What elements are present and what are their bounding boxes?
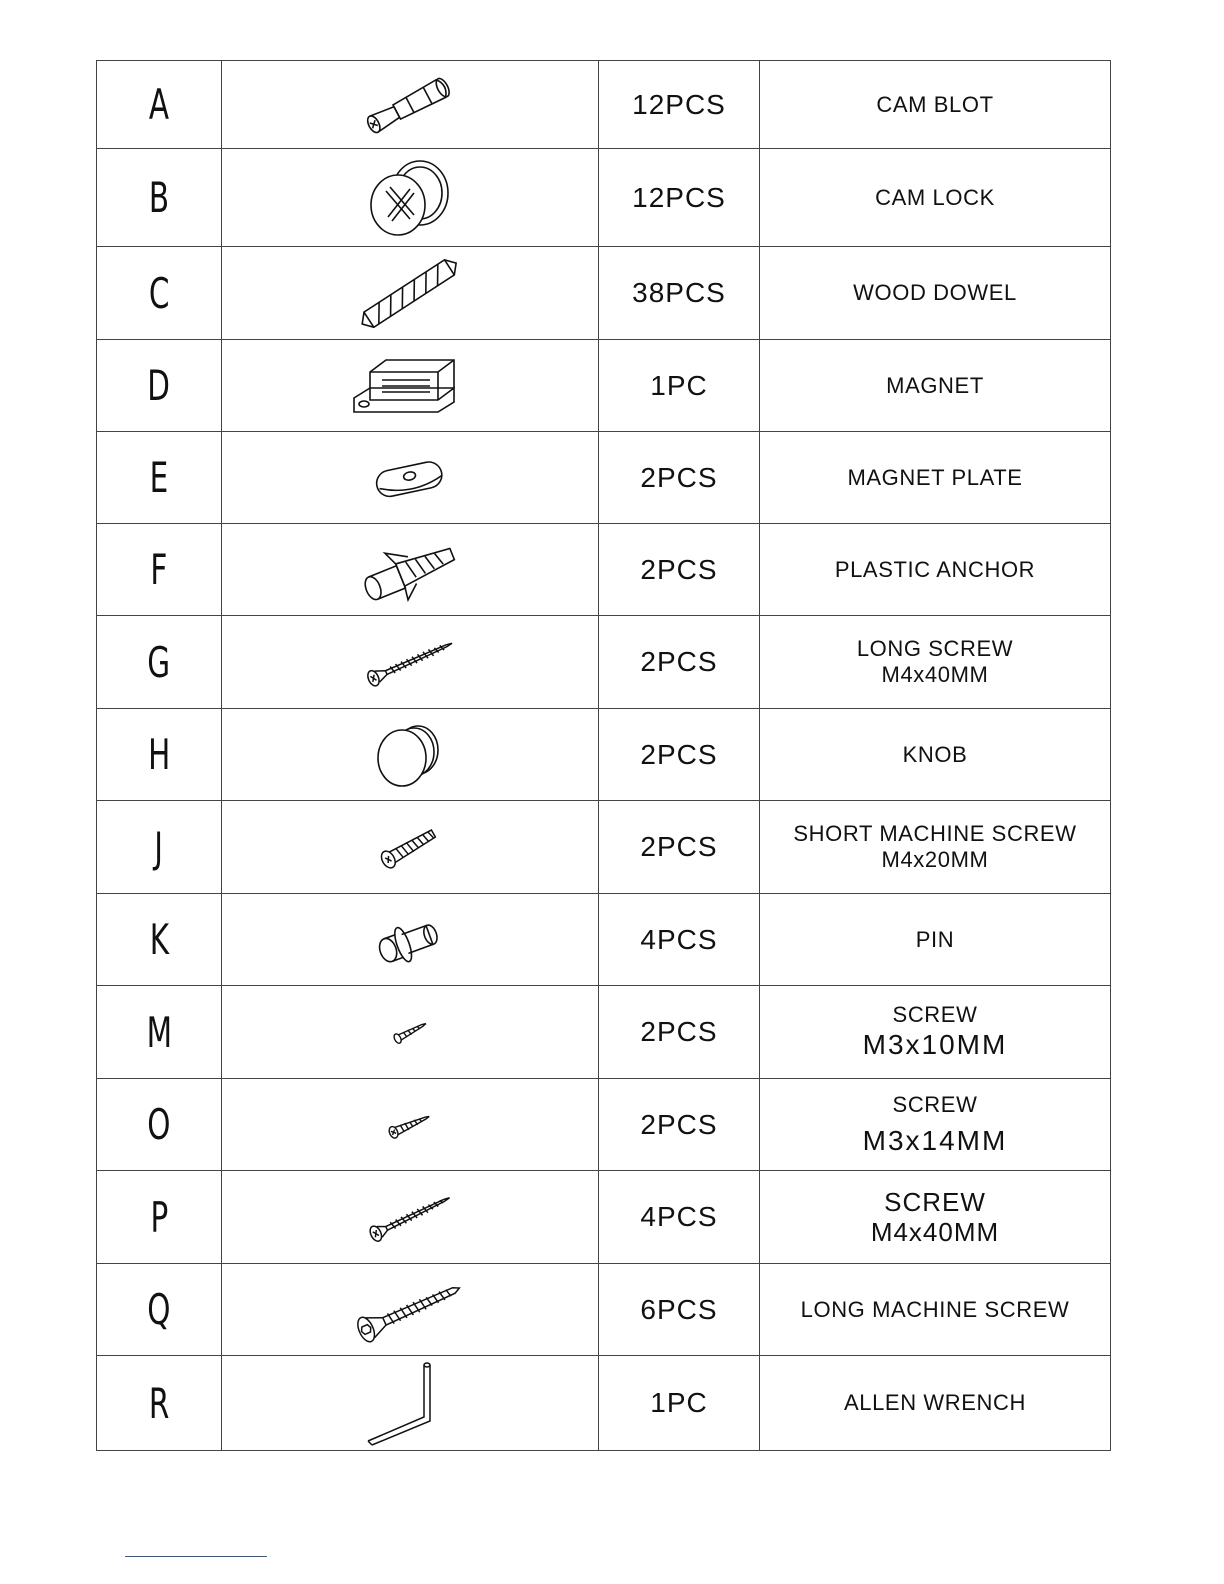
part-letter: B: [148, 173, 170, 222]
part-letter: O: [147, 1100, 171, 1149]
part-spec: M4x40MM: [881, 662, 989, 687]
part-quantity: 2PCS: [640, 738, 718, 770]
part-quantity: 38PCS: [632, 277, 726, 308]
part-name: MAGNET PLATE: [847, 464, 1023, 490]
small-screw-icon: [385, 1108, 435, 1142]
part-quantity: 2PCS: [640, 646, 718, 677]
wood-dowel-icon: [345, 253, 475, 333]
knob-icon: [372, 720, 448, 790]
part-name: WOOD DOWEL: [853, 280, 1017, 305]
small-screw-icon: [390, 1017, 430, 1047]
part-letter: G: [147, 637, 171, 687]
table-row: [97, 1264, 1111, 1356]
part-name: SCREW: [892, 1002, 978, 1027]
table-row: [97, 149, 1111, 247]
part-quantity: 1PC: [650, 369, 708, 401]
part-quantity: 1PC: [650, 1387, 708, 1418]
part-name: PIN: [915, 926, 955, 952]
part-quantity: 2PCS: [640, 1108, 718, 1140]
part-name: SHORT MACHINE SCREW: [793, 821, 1077, 846]
part-quantity: 2PCS: [640, 553, 718, 585]
plastic-anchor-icon: [355, 535, 465, 605]
long-screw-icon: [360, 634, 460, 690]
table-row: [97, 801, 1111, 894]
cam-lock-icon: [360, 155, 460, 241]
part-letter: D: [147, 361, 171, 410]
part-letter: Q: [147, 1285, 171, 1334]
table-row: [97, 1171, 1111, 1264]
table-row: [97, 432, 1111, 524]
part-name: KNOB: [902, 741, 968, 767]
part-spec: M3x10MM: [862, 1029, 1008, 1060]
part-name: CAM LOCK: [875, 184, 995, 210]
part-spec: M3x14MM: [862, 1124, 1008, 1156]
part-letter: K: [149, 915, 169, 964]
part-quantity: 2PCS: [640, 1016, 718, 1047]
part-letter: A: [148, 80, 170, 129]
part-name: SCREW: [892, 1091, 978, 1117]
magnet-icon: [350, 348, 470, 424]
table-row: [97, 709, 1111, 801]
part-quantity: 4PCS: [640, 923, 718, 955]
part-name: MAGNET: [886, 372, 984, 398]
part-letter: R: [148, 1378, 170, 1428]
part-letter: F: [150, 545, 168, 594]
part-name: LONG SCREW: [856, 636, 1014, 661]
screw-icon: [362, 1189, 458, 1245]
part-name: LONG MACHINE SCREW: [800, 1296, 1070, 1322]
hardware-list: [96, 60, 1110, 1451]
part-spec: M4x40MM: [870, 1217, 1000, 1247]
part-name: PLASTIC ANCHOR: [834, 556, 1036, 582]
table-row: [97, 894, 1111, 986]
part-quantity: 2PCS: [640, 461, 718, 493]
part-quantity: 2PCS: [640, 831, 718, 862]
part-spec: M4x20MM: [881, 847, 989, 872]
part-letter: J: [154, 822, 164, 872]
part-quantity: 12PCS: [632, 181, 726, 213]
table-row: [97, 340, 1111, 432]
part-letter: H: [147, 730, 171, 779]
part-name: SCREW: [884, 1187, 986, 1217]
part-name: ALLEN WRENCH: [843, 1390, 1026, 1415]
pin-icon: [374, 910, 446, 970]
table-row: [97, 1356, 1111, 1451]
part-letter: P: [150, 1192, 168, 1242]
part-letter: E: [149, 453, 169, 502]
part-letter: C: [148, 268, 170, 318]
cam-bolt-icon: [355, 70, 465, 140]
footer-rule: [125, 1556, 267, 1557]
part-letter: M: [146, 1007, 172, 1057]
part-name: CAM BLOT: [876, 91, 994, 117]
table-row: [97, 61, 1111, 149]
short-machine-screw-icon: [375, 819, 445, 875]
table-row: [97, 524, 1111, 616]
magnet-plate-icon: [370, 456, 450, 500]
table-row: [97, 1079, 1111, 1171]
table-row: [97, 986, 1111, 1079]
part-quantity: 6PCS: [640, 1293, 718, 1325]
part-quantity: 4PCS: [640, 1201, 718, 1232]
part-quantity: 12PCS: [632, 88, 726, 120]
hardware-table: [96, 60, 1111, 1451]
long-machine-screw-icon: [350, 1275, 470, 1345]
table-row: [97, 616, 1111, 709]
allen-wrench-icon: [360, 1359, 460, 1447]
table-row: [97, 247, 1111, 340]
